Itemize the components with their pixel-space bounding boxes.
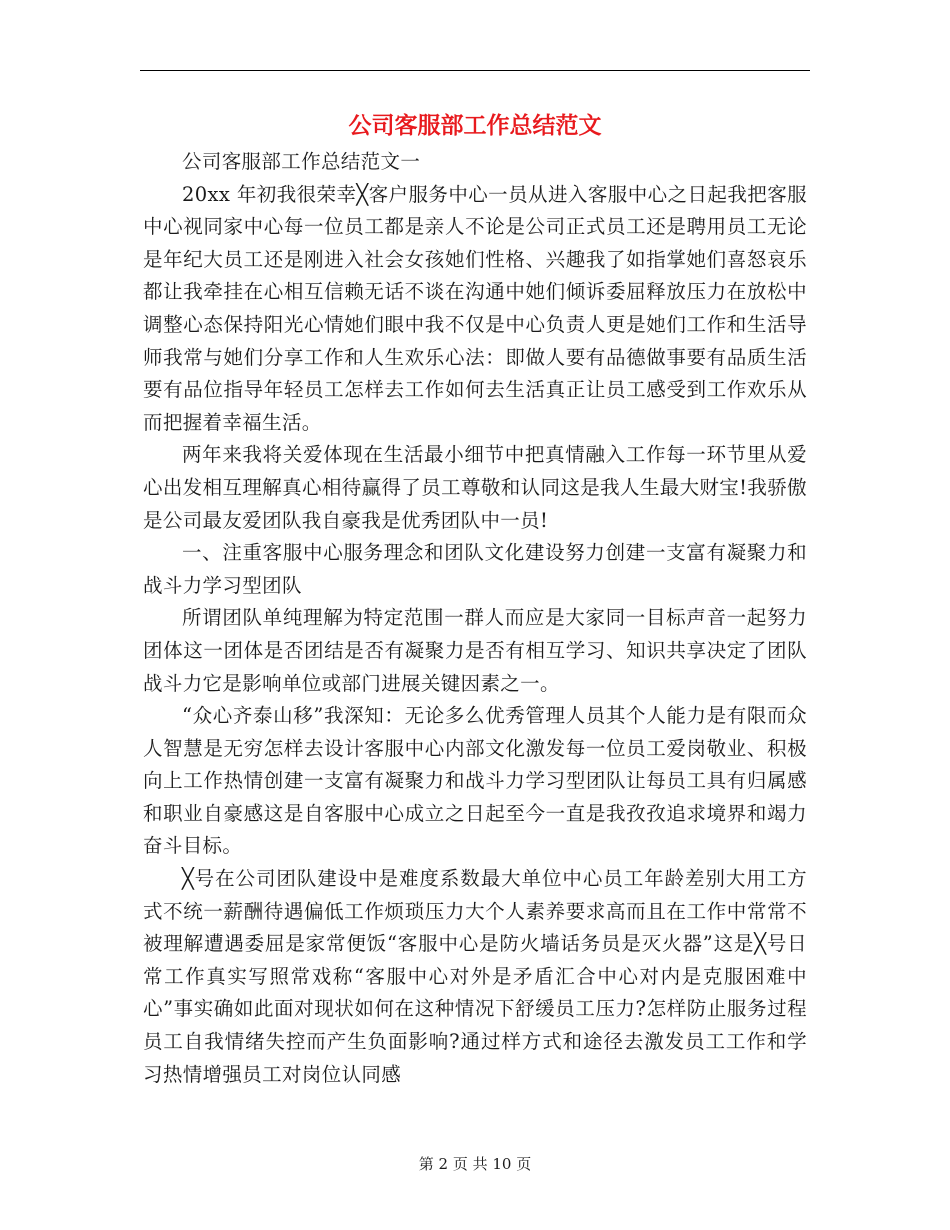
- page-number: 第 2 页 共 10 页: [418, 1155, 532, 1173]
- section-heading-1: 一、注重客服中心服务理念和团队文化建设努力创建一支富有凝聚力和战斗力学习型团队: [143, 541, 807, 597]
- document-title: 公司客服部工作总结范文: [348, 112, 602, 139]
- paragraph-team-definition: 所谓团队单纯理解为特定范围一群人而应是大家同一目标声音一起努力团体这一团体是否团结是否有凝聚力是否有相互学习、知识共享决定了团队战斗力它是影响单位或部门进展关键因素之一。: [143, 606, 807, 695]
- header-rule: [140, 70, 810, 71]
- paragraph-team-challenge: ╳号在公司团队建设中是难度系数最大单位中心员工年龄差别大用工方式不统一薪酬待遇偏低工作烦琐压力大个人素养要求高而且在工作中常常不被理解遭遇委屈是家常便饭“客服中心是防火墙话务员是灭火器”这是╳号日常工作真实写照常戏称“客服中心对外是矛盾汇合中心对内是克服困难中心”事实确如此面对现状如何在这种情况下舒缓员工压力?怎样防止服务过程员工自我情绪失控而产生负面影响?通过样方式和途径去激发员工工作和学习热情增强员工对岗位认同感: [143, 867, 807, 1086]
- page-footer: [0, 1152, 950, 1176]
- document-body: [143, 146, 807, 1091]
- paragraph-intro: 20xx 年初我很荣幸╳客户服务中心一员从进入客服中心之日起我把客服中心视同家中心每一位员工都是亲人不论是公司正式员工还是聘用员工无论是年纪大员工还是刚进入社会女孩她们性格、兴趣我了如指掌她们喜怒哀乐都让我牵挂在心相互信赖无话不谈在沟通中她们倾诉委屈释放压力在放松中调整心态保持阳光心情她们眼中我不仅是中心负责人更是她们工作和生活导师我常与她们分享工作和人生欢乐心法：即做人要有品德做事要有品质生活要有品位指导年轻员工怎样去工作如何去生活真正让员工感受到工作欢乐从而把握着幸福生活。: [143, 182, 807, 434]
- paragraph-subtitle: 公司客服部工作总结范文一: [182, 150, 421, 173]
- paragraph-care: 两年来我将关爱体现在生活最小细节中把真情融入工作每一环节里从爱心出发相互理解真心相待赢得了员工尊敬和认同这是我人生最大财宝!我骄傲是公司最友爱团队我自豪我是优秀团队中一员!: [143, 443, 807, 532]
- paragraph-team-wisdom: “众心齐泰山移”我深知：无论多么优秀管理人员其个人能力是有限而众人智慧是无穷怎样去设计客服中心内部文化激发每一位员工爱岗敬业、积极向上工作热情创建一支富有凝聚力和战斗力学习型团队让每员工具有归属感和职业自豪感这是自客服中心成立之日起至今一直是我孜孜追求境界和竭力奋斗目标。: [143, 704, 807, 858]
